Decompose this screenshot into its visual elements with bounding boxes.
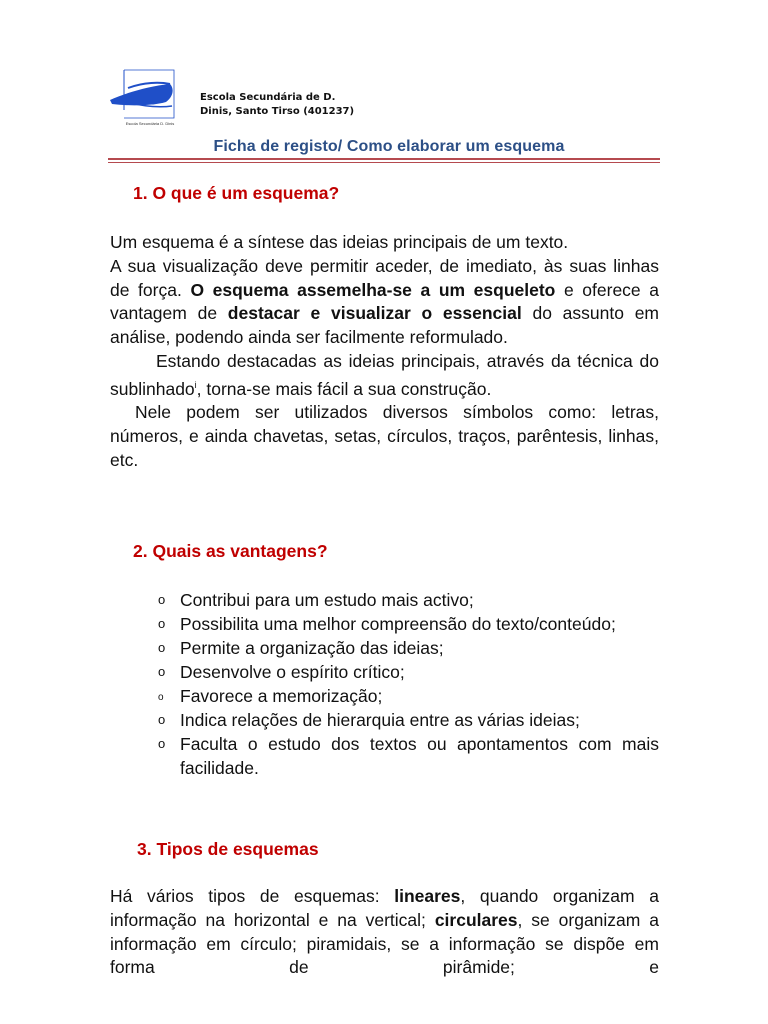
bullet-icon: o — [158, 712, 166, 727]
list-item: o Desenvolve o espírito crítico; — [158, 662, 405, 682]
logo-caption: Escola Secundária D. Dinis — [125, 121, 175, 126]
school-line-1: Escola Secundária de D. — [200, 92, 336, 103]
list-item: o Permite a organização das ideias; — [158, 638, 444, 658]
section-3-p1: Há vários tipos de esquemas: lineares, quando organizam a informação na horizontal e na vertical; circulares, se organizam a informação em círculo; piramidais, se a informação se dispõe em forma de pirâmide; e — [110, 886, 660, 978]
bullet-icon: o — [158, 640, 166, 655]
bullet-icon: o — [158, 592, 166, 607]
p2-bold-highlight: destacar e visualizar o essencial — [227, 303, 522, 324]
bullet-icon: o — [158, 736, 166, 751]
bullet-icon: o — [158, 692, 164, 703]
page-title: Ficha de registo/ Como elaborar um esquema — [213, 138, 565, 155]
section-3-body — [110, 885, 659, 980]
p3-text-b: , torna-se mais fácil a sua construção. — [196, 378, 492, 399]
p2-text-a: A sua visualização deve permitir aceder, de imediato, às suas linhas de força. — [110, 255, 659, 300]
term-circulares: circulares — [434, 909, 518, 930]
section-1-p2 — [110, 255, 659, 350]
bullet-icon: o — [158, 664, 166, 679]
p2-text-c: e oferece a vantagem de — [110, 279, 659, 324]
section-2-heading: 2. Quais as vantagens? — [133, 541, 328, 561]
school-logo — [108, 66, 186, 128]
list-item: o Contribui para um estudo mais activo; — [158, 590, 474, 610]
school-logo-icon — [108, 66, 186, 128]
p3-text-a: Estando destacadas as ideias principais, através da técnica do sublinhado — [110, 350, 659, 399]
list-item: o Favorece a memorização; — [158, 684, 659, 708]
p2-text-e: do assunto em análise, podendo ainda ser facilmente reformulado. — [110, 303, 660, 348]
advantages-list — [158, 588, 659, 780]
footnote-marker[interactable]: i — [194, 379, 197, 390]
school-name — [200, 91, 354, 119]
section-3-heading: 3. Tipos de esquemas — [137, 839, 319, 859]
section-1-heading: 1. O que é um esquema? — [133, 183, 340, 203]
section-1-p1: Um esquema é a síntese das ideias principais de um texto. — [110, 232, 569, 252]
p2-bold-skeleton: O esquema assemelha-se a um esqueleto — [190, 279, 556, 300]
school-line-2: Dinis, Santo Tirso (401237) — [200, 106, 355, 117]
title-rule-bottom — [108, 162, 660, 163]
list-item: o Faculta o estudo dos textos ou apontamentos com mais facilidade. — [158, 734, 659, 778]
list-item: o Indica relações de hierarquia entre as várias ideias; — [158, 710, 580, 730]
section-1-body — [110, 231, 659, 473]
section-1-p3 — [110, 350, 659, 401]
section-1-p4: Nele podem ser utilizados diversos símbolos como: letras, números, e ainda chavetas, setas, círculos, traços, parêntesis, linhas, etc. — [110, 402, 659, 470]
term-lineares: lineares — [394, 886, 461, 906]
list-item: o Possibilita uma melhor compreensão do texto/conteúdo; — [158, 614, 616, 634]
bullet-icon: o — [158, 616, 166, 631]
title-rule-top — [108, 158, 660, 160]
